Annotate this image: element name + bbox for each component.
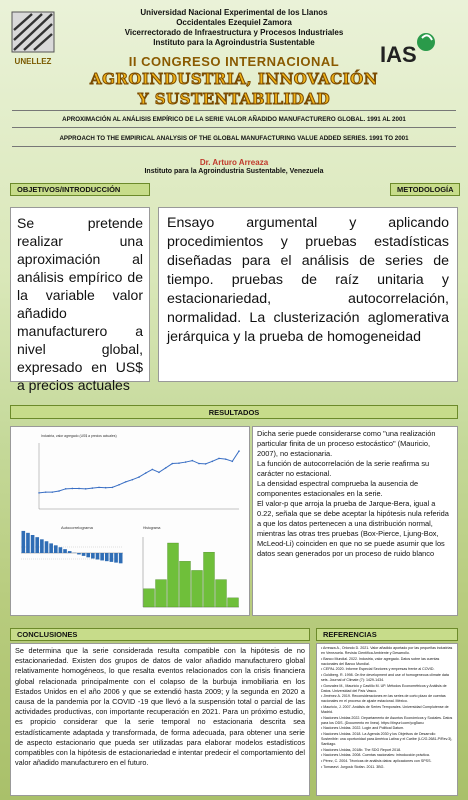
line-point [212,461,214,463]
acf-bar [40,539,44,553]
hist-bar [192,570,203,607]
acf-bar [26,533,30,553]
reference-item: • Arreaza A., Oriondo D. 2021. Valor añadido aportado por las pequeñas industrias en Venezuela. Revista Científica Ambiente y Desarrollo. [321,646,453,656]
line-point [205,463,207,465]
acf-bar [82,553,86,556]
ias-logo-text: IAS [380,42,417,67]
line-point [85,488,87,490]
reference-item: • Naciones Unidas, 2018b. The SDG Report 2018. [321,747,402,752]
line-point [105,487,107,489]
divider [12,146,456,147]
acf-bar [105,553,109,561]
line-point [178,462,180,464]
vicerrectorado: Vicerrectorado de Infraestructura y Procesos Industriales [124,28,344,37]
line-point [98,487,100,489]
acf-bar [49,543,53,553]
author: Dr. Arturo Arreaza [199,158,269,167]
divider [12,127,456,128]
reference-item: • Naciones Unidas. 2022. Login and Political Datum. [321,726,405,731]
reference-item: • Pérez, C. 2004. Técnicas de análisis datos: aplicaciones con SPSS. [321,758,432,763]
reference-item: • Naciones Unidas. 2008. Cuentas nacionales: introducción práctica. [321,753,430,758]
metodologia-text: Ensayo argumental y aplicando procedimientos y pruebas estadísticas diseñadas para el análisis de series de tiempo. pruebas de raíz unitaria y estacionariedad, autocorrelación, normalidad. La clusterización aglomerativa jerárquica y la prueba de homogeneidad [158,207,458,382]
reference-item: • CEPAL 2020. Informe Especial Sectores y empresas frente al COVID. [321,667,435,672]
line-point [125,481,127,483]
institute-name: Instituto para la Agroindustria Sustentable [153,38,315,47]
hist-bar [216,580,227,607]
line-point [38,492,40,494]
line-point [218,458,220,460]
line-point [145,472,147,474]
reference-item: • Banco Mundial. 2022. Industria, valor agregado. Datos sobre las cuentas nacionales del Banco Mundial. [321,656,440,666]
acf-bar [110,553,114,562]
acf-bar [119,553,123,563]
line-series [39,451,239,493]
resultados-text [252,426,458,616]
resultados-p1: Dicha serie puede considerarse como "una realización particular finita de un proceso estocástico" (Mauricio, 2007), no estacionaria. [257,429,436,458]
line-point [92,487,94,489]
reference-item: • Tomasevi. Jurgouk Stofan. 2011. 3BG. [321,764,385,769]
reference-item: • Naciones Unidas. 2018. La Agenda 2030 y los Objetivos de Desarrollo Sostenible: una oportunidad para América Latina y el Caribe (LC/G.2681-P/Rev.3), Santiago. [321,732,453,747]
line-point [225,458,227,460]
line-point [112,487,114,489]
acf-bar [63,549,67,553]
hist-bar [228,598,239,607]
affiliation: Instituto para la Agroindustria Sustentable, Venezuela [144,168,324,175]
line-point [118,484,120,486]
referencias-header: REFERENCIAS [316,628,458,641]
hist-bar [156,580,167,607]
line-point [192,460,194,462]
referencias-list [316,643,458,796]
metodologia-header: METODOLOGÍA [390,183,460,196]
paper-title-en: APPROACH TO THE EMPIRICAL ANALYSIS OF THE GLOBAL MANUFACTURING VALUE ADDED SERIES. 1991 TO 2001 [59,135,409,142]
resultados-p3: La densidad espectral comprueba la ausencia de componentes estacionales en la serie. [257,479,419,498]
acf-bar [86,553,90,557]
line-point [138,476,140,478]
divider [12,110,456,111]
acf-bar [45,541,49,553]
line-point [165,467,167,469]
reference-item: • Naciones Unidas 2022. Departamento de Asuntos Económicos y Sociales. Datos para los ODS. (Documento en línea). https://tinyurl.com/ycg5axu [321,715,453,725]
line-point [172,463,174,465]
line-chart-title: Industria, valor agregado (US$ a precios actuales) [41,434,117,438]
hist-bar [168,543,179,607]
acf-bar [91,553,95,559]
acf-bar [35,537,39,553]
line-point [198,463,200,465]
line-point [232,461,234,463]
reference-item: • Jiménez A. 2019. Reconsideraciones en las series de corto plazo de cuentas nacionales en el proceso de ajuste estacional. México. [321,694,446,704]
line-point [152,469,154,471]
university-name: Universidad Nacional Experimental de los Llanos [140,8,328,17]
acf-bar [77,553,81,554]
conclusiones-text: Se determina que la serie considerada resulta compatible con la hipótesis de no estacionariedad. Existen dos grupos de datos de valor añadido manufacturero global relativamente homogéneos, lo que resalta eventos relacionados con la crisis financiera global relacionada principalmente con el colapso de la burbuja inmobiliaria en los Estados Unidos en el año 2006 y que se extendió hasta 2009; y la segunda en 2020 a causa de la pandemia por la COVID -19 que llevó a la suspensión total o parcial de las actividades productivas, con importante recuperación en 2021. Para un próximo estudio, es propicio considerar que la serie temporal no estacionaria descrita sea estadísticamente adaptada y transformada, de forma adecuada, para obtener una serie de aspecto estacionario que pueda ser utilizadas para elaborar modelos estadísticos compatibles con la hipótesis de estacionariedad e intentar predecir el comportamiento del valor añadido manufacturero en el futuro. [10,643,310,796]
congress-label: II CONGRESO INTERNACIONAL [128,54,340,69]
line-point [132,479,134,481]
reference-item: • Goldberg. R. 1998. On the development and use of homogeneous climate data sets. Journal of Climate (7): 1429-1434. [321,672,449,683]
objetivos-header: OBJETIVOS/INTRODUCCIÓN [10,183,150,196]
congress-title-2: Y SUSTENTABILIDAD [137,90,331,108]
acf-chart-title: Autocorrelograma [61,525,93,530]
objetivos-text: Se pretende realizar una aproximación al análisis empírico de la variable valor añadido manufacturero a nivel global, expresado en US$ a precios actuales [10,207,150,382]
line-point [238,450,240,452]
acf-bar [100,553,104,560]
acf-bar [54,545,58,553]
hist-chart-title: Histograma [143,526,161,530]
reference-item: • Gonzalez M., Mauricio y Castillo M. UP. Métodos Econométricos y Análisis de Datos. Universidad del País Vasco. [321,683,447,693]
line-point [52,491,54,493]
unellez-logo-text: UNELLEZ [14,57,52,66]
line-point [72,488,74,490]
line-point [158,472,160,474]
hist-bar [180,561,191,607]
results-charts [11,427,249,615]
hist-bar [204,552,215,607]
university-name-2: Occidentales Ezequiel Zamora [176,18,292,27]
acf-bar [22,531,26,553]
hist-bar [144,589,155,607]
line-point [45,491,47,493]
resultados-p2: La función de autocorrelación de la serie reafirma su carácter no estacional. [257,459,430,478]
acf-bar [96,553,100,559]
congress-title-1: AGROINDUSTRIA, INNOVACIÓN [90,70,378,88]
acf-bar [59,547,63,553]
line-point [78,488,80,490]
acf-bar [114,553,118,563]
line-point [58,490,60,492]
line-point [185,461,187,463]
line-point [65,488,67,490]
conclusiones-header: CONCLUSIONES [10,628,310,641]
acf-bar [31,535,35,553]
resultados-p4: El valor-p que arroja la prueba de Jarque-Bera, igual a 0.22, señala que se debe aceptar la hipótesis nula referida a que los datos pertenecen a una distribución normal, mientras las otras tres pruebas (Box-Pierce, Ljung-Box, McLeod-Li) coinciden en que no se puede asumir que los datos sean generados por un proceso de ruido blanco [257,499,449,558]
reference-item: • Mauricio, J. 2007. Análisis de Series Temporales. Universidad Complutense de Madrid. [321,705,449,715]
paper-title-es: APROXIMACIÓN AL ANÁLISIS EMPÍRICO DE LA SERIE VALOR AÑADIDO MANUFACTURERO GLOBAL. 1991 AL 2001 [62,116,406,123]
acf-bar [68,551,72,553]
results-figure [10,426,250,616]
resultados-header: RESULTADOS [10,405,458,419]
